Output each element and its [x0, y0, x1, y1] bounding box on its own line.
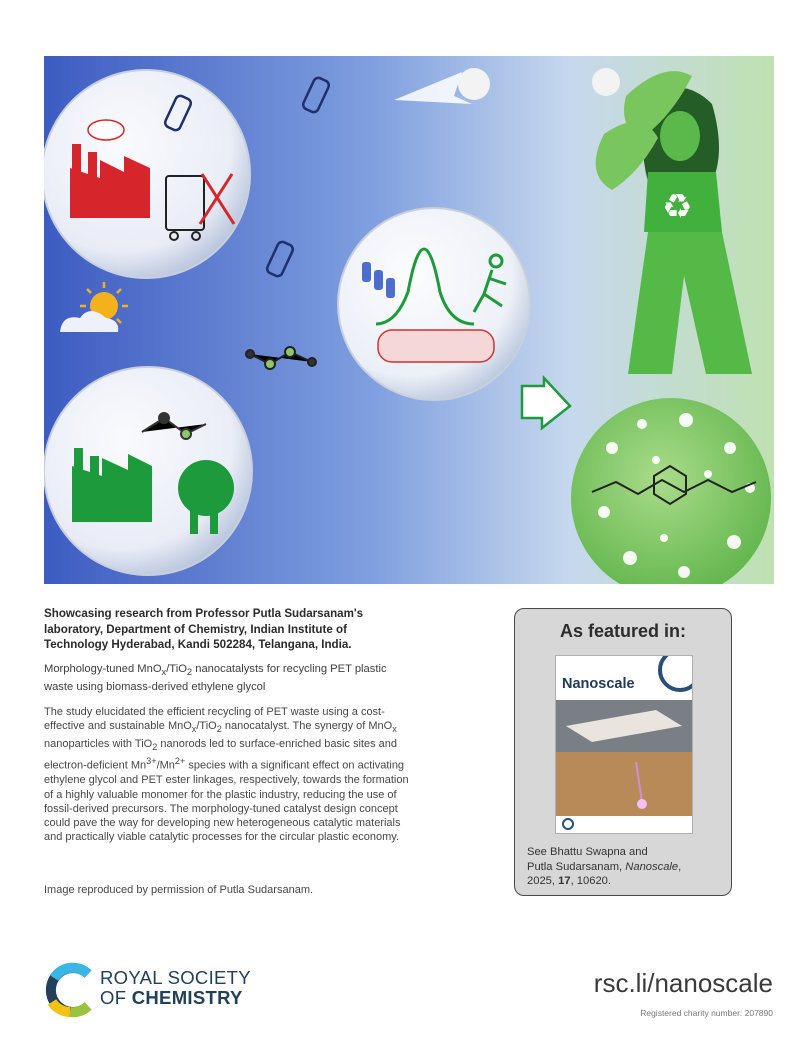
journal-url[interactable]: rsc.li/nanoscale — [593, 968, 773, 998]
featured-box — [514, 608, 732, 896]
pet-bottle-icon — [362, 262, 371, 282]
featured-title: As featured in: — [559, 621, 687, 641]
pollution-bubble — [44, 70, 250, 278]
green-industry-bubble — [44, 367, 252, 575]
rsc-logo[interactable] — [44, 962, 254, 1018]
cover-illustration — [44, 56, 774, 584]
image-credit: Image reproduced by permission of Putla Sudarsanam. — [44, 884, 314, 896]
charity-number: Registered charity number: 207890 — [640, 1008, 773, 1018]
cover-journal-name: Nanoscale — [562, 676, 635, 692]
headline: Showcasing research from Professor Putla Sudarsanam's laboratory, Department of Chemistry, Indian Institute of Technology Hyderabad, Kandi 502284, Telangana, India. — [44, 607, 364, 651]
recycle-symbol-icon: ♻ — [662, 187, 693, 227]
catalysis-bubble — [338, 208, 530, 400]
pet-bottle-icon — [386, 278, 395, 298]
rsc-c-icon — [44, 962, 96, 1018]
journal-cover-thumbnail[interactable] — [555, 655, 693, 834]
nanorod-icon — [378, 330, 494, 362]
pet-bottle-icon — [374, 270, 383, 290]
rsc-name: ROYAL SOCIETY OF CHEMISTRY — [100, 967, 251, 1008]
cloud-icon — [88, 120, 124, 140]
abstract: The study elucidated the efficient recycling of PET waste using a cost-effective and sustainable MnO$_x$/TiO$_2$ nanocatalyst. The synergy of MnO$_x$ nanoparticles with TiO$_2$ nanorods led to surface-enriched basic sites and electron-deficient $Mn^{3+}/Mn^{2+}$ species with a significant effect on activating ethylene glycol and PET ester linkages, respectively, towards the formation of a highly valuable monomer for the plastic industry, reducing the use of fossil-derived precursors. The morphology-tuned catalyst design concept could pave the way for developing new heterogeneous catalytic materials and practically viable catalytic processes for the circular plastic economy. — [44, 706, 409, 844]
citation: See Bhattu Swapna and Putla Sudarsanam, Nanoscale, 2025, 17, 10620. — [527, 846, 682, 887]
article-title: Morphology-tuned MnO$_x$/TiO$_2$ nanocatalysts for recycling PET plastic waste using biomass-derived ethylene glycol — [44, 663, 387, 694]
